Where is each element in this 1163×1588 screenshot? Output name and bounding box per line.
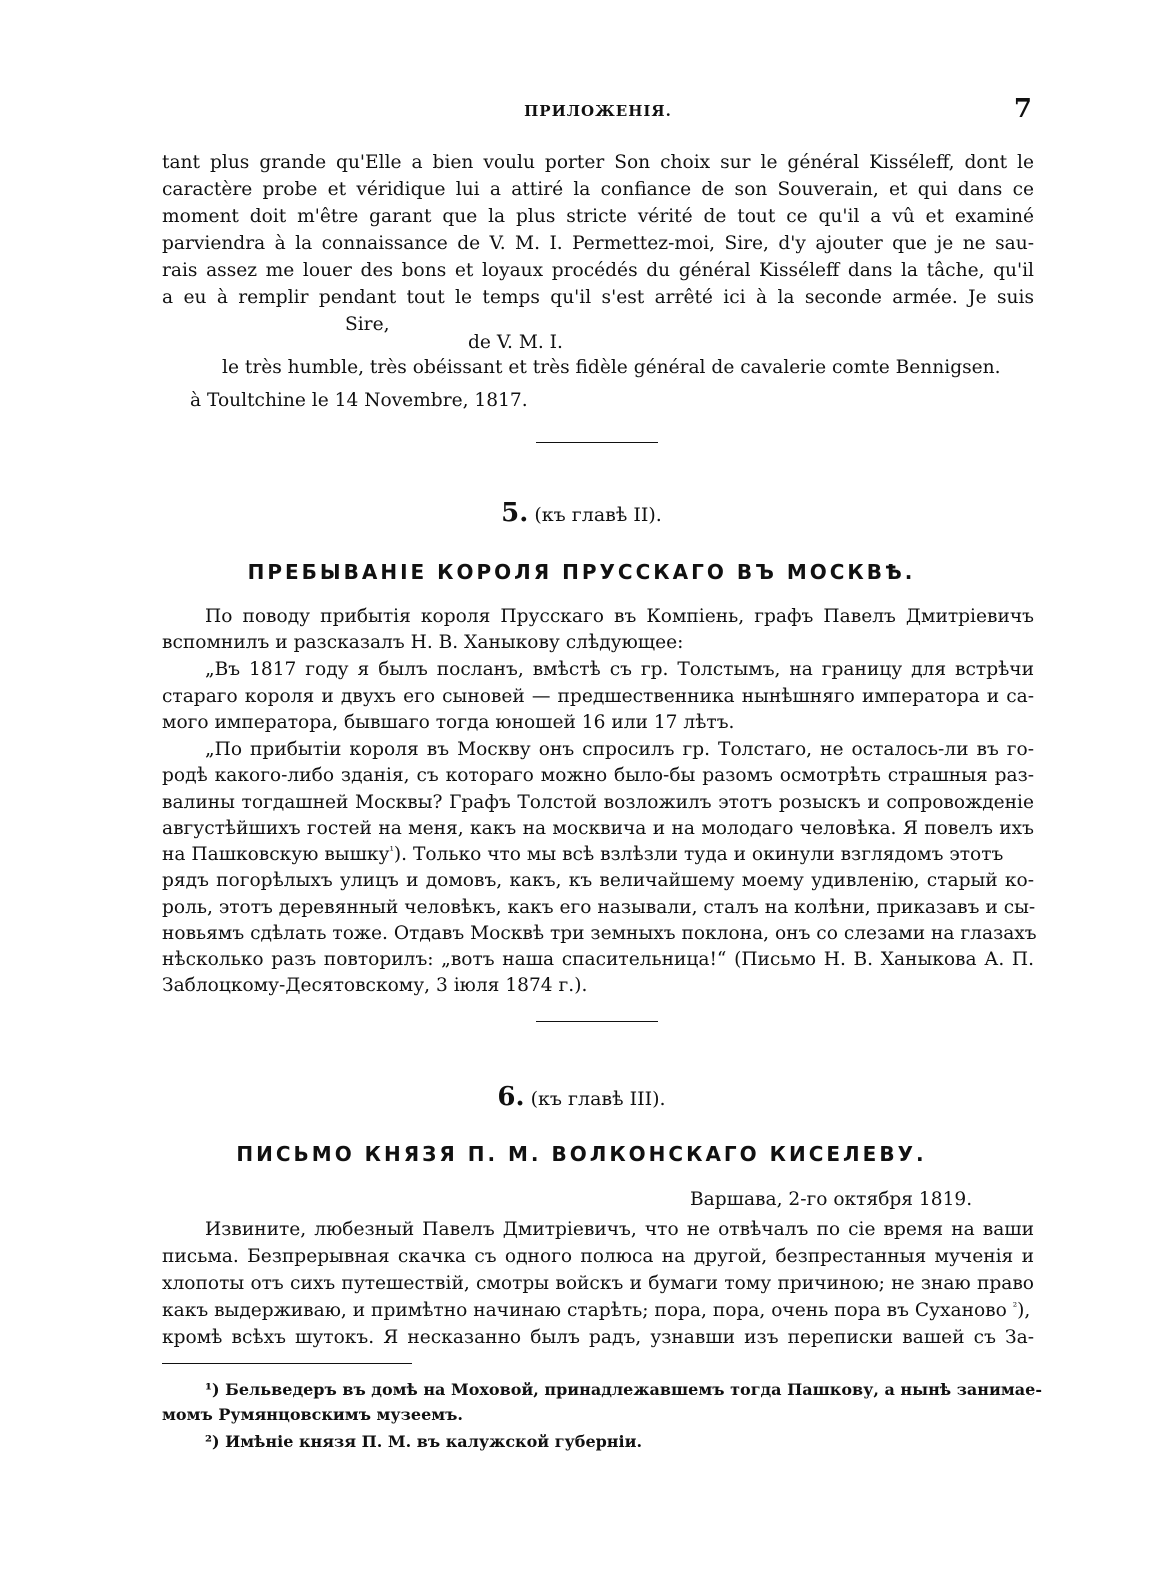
footnote-text: Бельведеръ въ домѣ на Моховой, принадлежавшемъ тогда Пашкову, а нынѣ занимае- [225, 1380, 1042, 1399]
footnote-text: Имѣніе князя П. М. въ калужской губерніи. [225, 1432, 643, 1451]
body-line [162, 842, 1034, 868]
body-line: „Въ 1817 году я былъ посланъ, вмѣстѣ съ гр. Толстымъ, на границу для встрѣчи [205, 659, 1034, 680]
body-line: Извините, любезный Павелъ Дмитріевичъ, что не отвѣчалъ по сіе время на ваши [205, 1219, 1034, 1240]
letter-line: a eu à remplir pendant tout le temps qu'il s'est arrêté ici à la seconde armée. Je suis [162, 287, 1034, 308]
page-number: 7 [1013, 94, 1032, 124]
section-number: 5. [501, 498, 529, 528]
section-5-heading [0, 498, 1163, 528]
body-text-segment: ), [1017, 1300, 1031, 1321]
body-line [162, 1298, 1034, 1324]
dateline: Варшава, 2-го октября 1819. [690, 1189, 973, 1210]
running-title: ПРИЛОЖЕНІЯ. [524, 102, 672, 120]
letter-line: caractère probe et véridique lui a attiré la confiance de son Souverain, et qui dans ce [162, 179, 1034, 200]
footnote-rule [162, 1363, 412, 1364]
body-line: Заблоцкому-Десятовскому, 3 іюля 1874 г.). [162, 975, 588, 996]
letter-line: moment doit m'être garant que la plus stricte vérité de tout ce qu'il a vû et examiné [162, 206, 1034, 227]
addressee: de V. M. I. [468, 332, 563, 353]
body-line: вспомнилъ и разсказалъ Н. В. Ханыкову слѣдующее: [162, 632, 684, 653]
letter-line: tant plus grande qu'Elle a bien voulu porter Son choix sur le général Kisséleff, dont le [162, 152, 1034, 173]
letter-line: rais assez me louer des bons et loyaux procédés du général Kisséleff dans la tâche, qu'il [162, 260, 1034, 281]
signature: le très humble, très obéissant et très fidèle général de cavalerie comte Bennigsen. [222, 357, 1001, 378]
chapter-reference: (къ главѣ II). [534, 504, 662, 526]
footnote-ref: ² [1012, 1300, 1018, 1313]
body-line: рядъ погорѣлыхъ улицъ и домовъ, какъ, къ величайшему моему удивленію, старый ко- [162, 870, 1034, 891]
body-line: августѣйшихъ гостей на меня, какъ на москвича и на молодаго человѣка. Я повелъ ихъ [162, 818, 1034, 839]
body-line: роль, этотъ деревянный человѣкъ, какъ его называли, сталъ на колѣни, приказавъ и сы- [162, 897, 1036, 918]
body-line: По поводу прибытія короля Прусскаго въ Компіень, графъ Павелъ Дмитріевичъ [205, 606, 1034, 627]
footnote-1-cont: момъ Румянцовскимъ музеемъ. [162, 1405, 463, 1424]
section-divider [536, 1021, 658, 1022]
body-text-segment: какъ выдерживаю, и примѣтно начинаю старѣть; пора, пора, очень пора въ Суханово [162, 1300, 1007, 1321]
footnote-mark: ²) [205, 1432, 220, 1451]
section-5-title: ПРЕБЫВАНІЕ КОРОЛЯ ПРУССКАГО ВЪ МОСКВѢ. [247, 560, 916, 584]
body-line: нѣсколько разъ повторилъ: „вотъ наша спасительница!“ (Письмо Н. В. Ханыкова А. П. [162, 949, 1034, 970]
body-text-segment: ). Только что мы всѣ взлѣзли туда и окинули взглядомъ этотъ [393, 844, 1004, 865]
page-header [162, 96, 1034, 126]
body-line: валины тогдашней Москвы? Графъ Толстой возложилъ этотъ розыскъ и сопровожденіе [162, 792, 1034, 813]
body-text [162, 842, 1003, 868]
body-line: мого императора, бывшаго тогда юношей 16 или 17 лѣтъ. [162, 712, 735, 733]
body-text-segment: на Пашковскую вышку [162, 844, 390, 865]
body-line: стараго короля и двухъ его сыновей — предшественника нынѣшняго императора и са- [162, 686, 1034, 707]
place-date: à Toultchine le 14 Novembre, 1817. [190, 390, 528, 411]
section-divider [536, 442, 658, 443]
body-line: „По прибытіи короля въ Москву онъ спросилъ гр. Толстаго, не осталось-ли въ го- [205, 739, 1034, 760]
body-line: родѣ какого-либо зданія, съ котораго можно было-бы разомъ осмотрѣть страшныя раз- [162, 765, 1034, 786]
body-line: кромѣ всѣхъ шутокъ. Я несказанно былъ радъ, узнавши изъ переписки вашей съ За- [162, 1327, 1034, 1348]
chapter-reference: (къ главѣ III). [530, 1088, 666, 1110]
letter-line: parviendra à la connaissance de V. M. I. Permettez-moi, Sire, d'y ajouter que je ne sau- [162, 233, 1034, 254]
footnote-ref: ¹ [389, 844, 394, 857]
body-line: письма. Безпрерывная скачка съ одного полюса на другой, безпрестанныя мученія и [162, 1246, 1034, 1267]
salutation: Sire, [345, 314, 390, 335]
body-text [162, 1298, 1030, 1324]
section-6-heading [0, 1082, 1163, 1112]
body-line: новьямъ сдѣлать тоже. Отдавъ Москвѣ три земныхъ поклона, онъ со слезами на глазахъ [162, 923, 1037, 944]
section-number: 6. [497, 1082, 525, 1112]
body-line: хлопоты отъ сихъ путешествій, смотры войскъ и бумаги тому причиною; не знаю право [162, 1273, 1034, 1294]
footnote-1 [205, 1378, 1042, 1402]
footnote-mark: ¹) [205, 1380, 220, 1399]
section-6-title: ПИСЬМО КНЯЗЯ П. М. ВОЛКОНСКАГО КИСЕЛЕВУ. [236, 1142, 927, 1166]
footnote-2 [205, 1430, 642, 1454]
